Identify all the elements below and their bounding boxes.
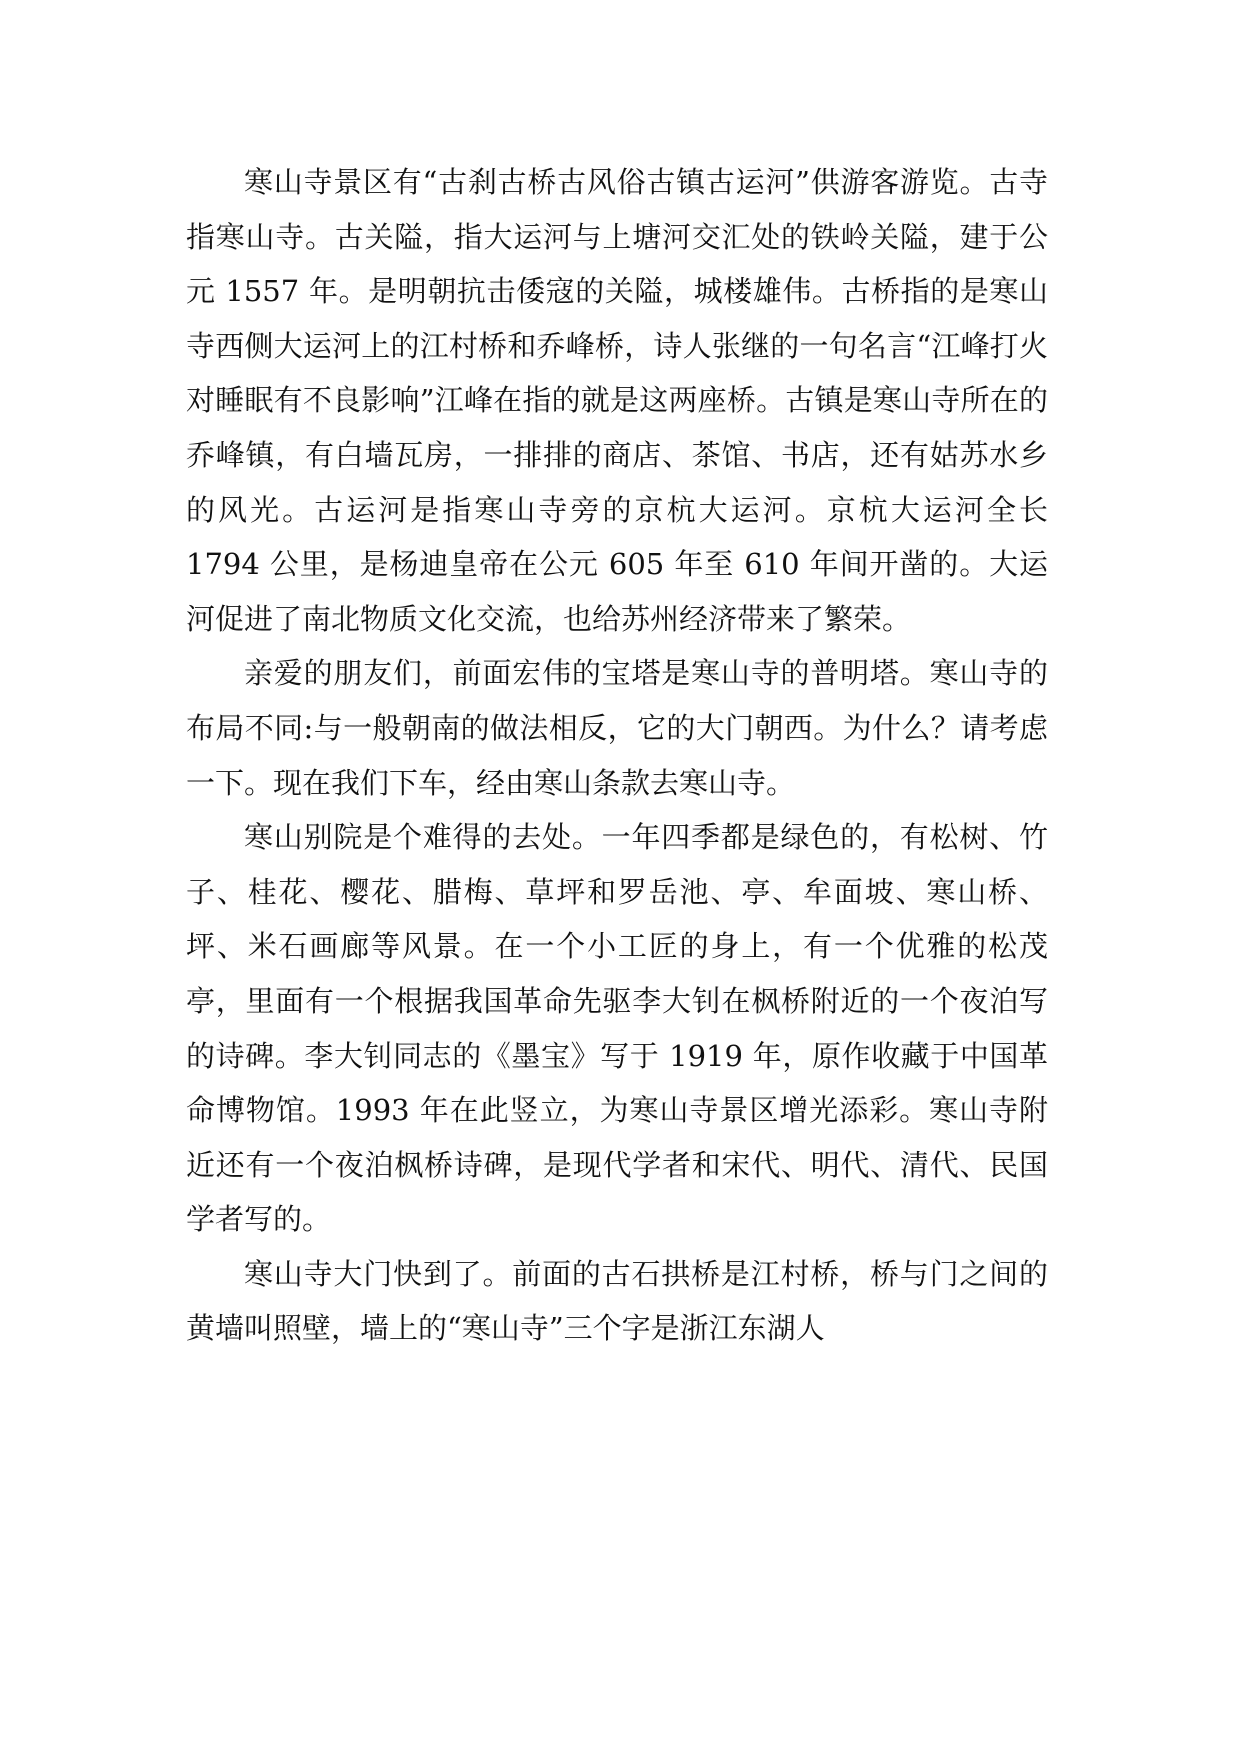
paragraph-2: 亲爱的朋友们，前面宏伟的宝塔是寒山寺的普明塔。寒山寺的布局不同:与一般朝南的做法相反，它的大门朝西。为什么？请考虑一下。现在我们下车，经由寒山条款去寒山寺。 bbox=[186, 656, 1048, 800]
paragraph-1: 寒山寺景区有“古刹古桥古风俗古镇古运河”供游客游览。古寺指寒山寺。古关隘，指大运河与上塘河交汇处的铁岭关隘，建于公元 1557 年。是明朝抗击倭寇的关隘，城楼雄伟。古桥指的是寒山寺西侧大运河上的江村桥和乔峰桥，诗人张继的一句名言“江峰打火对睡眠有不良影响”江峰在指的就是这两座桥。古镇是寒山寺所在的乔峰镇，有白墙瓦房，一排排的商店、茶馆、书店，还有姑苏水乡的风光。古运河是指寒山寺旁的京杭大运河。京杭大运河全长 1794 公里，是杨迪皇帝在公元 605 年至 610 年间开凿的。大运河促进了南北物质文化交流，也给苏州经济带来了繁荣。 bbox=[186, 165, 1048, 636]
paragraph-4: 寒山寺大门快到了。前面的古石拱桥是江村桥，桥与门之间的黄墙叫照壁，墙上的“寒山寺”三个字是浙江东湖人 bbox=[186, 1256, 1048, 1346]
document-body bbox=[186, 155, 1048, 1356]
paragraph-3: 寒山别院是个难得的去处。一年四季都是绿色的，有松树、竹子、桂花、樱花、腊梅、草坪和罗岳池、亭、牟面坡、寒山桥、坪、米石画廊等风景。在一个小工匠的身上，有一个优雅的松茂亭，里面有一个根据我国革命先驱李大钊在枫桥附近的一个夜泊写的诗碑。李大钊同志的《墨宝》写于 1919 年，原作收藏于中国革命博物馆。1993 年在此竖立，为寒山寺景区增光添彩。寒山寺附近还有一个夜泊枫桥诗碑，是现代学者和宋代、明代、清代、民国学者写的。 bbox=[186, 820, 1048, 1237]
